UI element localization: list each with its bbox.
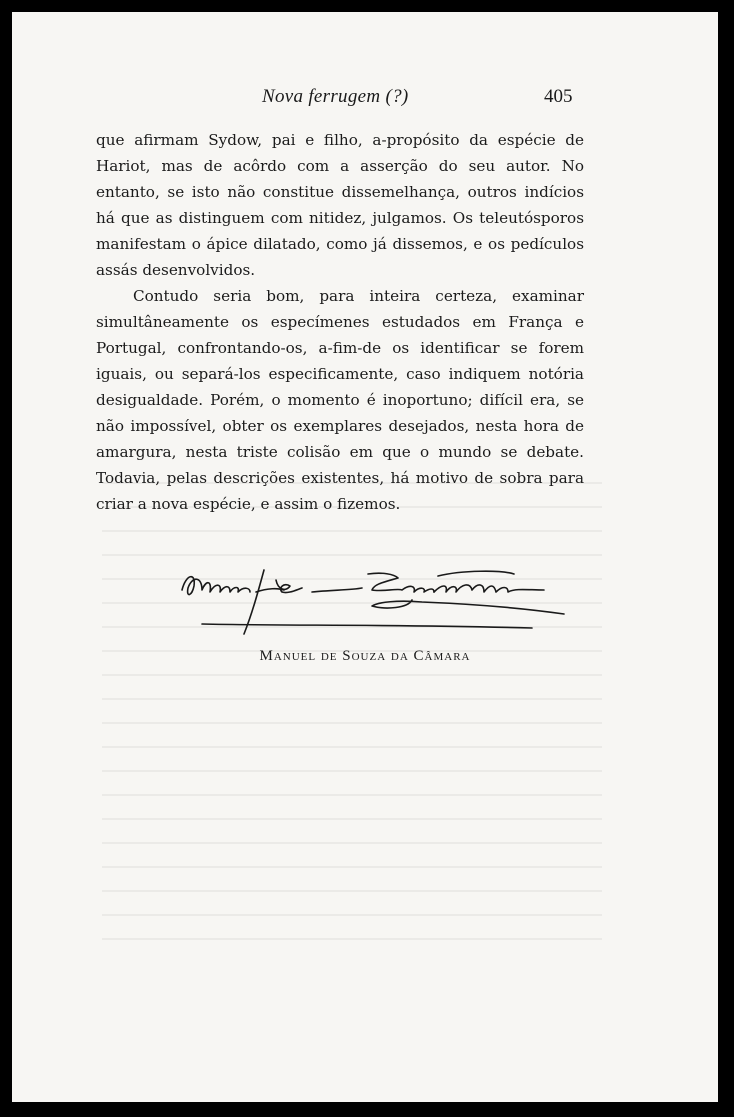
page-number: 405 bbox=[544, 86, 573, 107]
paragraph-1: que afirmam Sydow, pai e filho, a-propósito da espécie de Hariot, mas de acôrdo com a asserção do seu autor. No entanto, se isto não constitue dissemelhança, outros indícios há que as distinguem com nitidez, julgamos. Os teleutósporos manifestam o ápice dilatado, como já dissemos, e os pedículos assás desenvolvidos. bbox=[96, 131, 584, 279]
show-through-texture bbox=[102, 482, 602, 962]
running-head-title: Nova ferrugem (?) bbox=[262, 86, 409, 107]
handwritten-signature bbox=[172, 562, 572, 642]
paragraph-2: Contudo seria bom, para inteira certeza, examinar simultâneamente os especímenes estudados em França e Portugal, confrontando-os, a-fim-de os identificar se forem iguais, ou separá-los especificamente, caso indiquem notória desigualdade. Porém, o momento é inoportuno; difícil era, se não impossível, obter os exemplares desejados, nesta hora de amargura, nesta triste colisão em que o mundo se debate. Todavia, pelas descrições existentes, há motivo de sobra para criar a nova espécie, e assim o fizemos. bbox=[96, 287, 584, 513]
page bbox=[12, 12, 718, 1102]
running-head bbox=[12, 12, 718, 132]
signature-text: Manuel de Souza da Camara bbox=[172, 640, 187, 641]
body-text bbox=[96, 127, 584, 517]
author-name: Manuel de Souza da Câmara bbox=[259, 648, 471, 664]
